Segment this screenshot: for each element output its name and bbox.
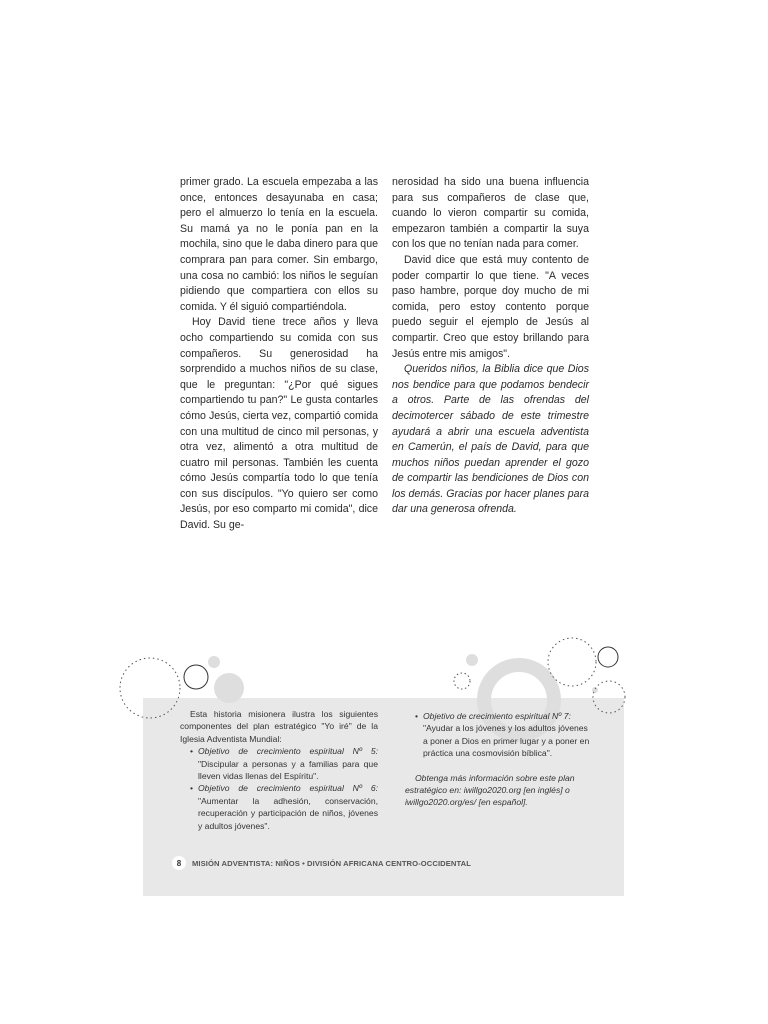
decorative-dot: [208, 656, 220, 668]
objective-list: [180, 745, 378, 832]
objective-item: [180, 782, 378, 832]
objective-item: [405, 710, 590, 760]
objective-text: "Ayudar a los jóvenes y los adultos jóvenes a poner a Dios en primer lugar y a poner en práctica una cosmovisión bíblica".: [423, 723, 590, 759]
decorative-dotted-ring: [548, 638, 596, 686]
page-footer: [172, 856, 471, 870]
page-number: 8: [172, 856, 186, 870]
objective-label: Objetivo de crecimiento espiritual Nº 6:: [198, 783, 378, 794]
objective-list: [405, 710, 590, 760]
decorative-dot: [466, 654, 478, 666]
article-paragraph: primer grado. La escuela empezaba a las once, entonces desayunaba en casa; pero el almuerzo lo tenía en la escuela. Su mamá ya no le ponía pan en la mochila, sino que le daba dinero para que comprara pan para comer. Sin embargo, una cosa no cambió: los niños le seguían pidiendo que compartiera con ellos su comida. Y él siguió compartiéndola.: [180, 176, 378, 313]
decorative-ring: [598, 647, 618, 667]
footer-title: MISIÓN ADVENTISTA: NIÑOS • DIVISIÓN AFRICANA CENTRO-OCCIDENTAL: [192, 858, 471, 868]
article-paragraph: David dice que está muy contento de poder compartir lo que tiene. "A veces paso hambre, porque doy mucho de mi comida, pero estoy contento porque puedo seguir el ejemplo de Jesús al compartir. Creo que estoy brillando para Jesús entre mis amigos".: [392, 253, 589, 360]
info-intro: Esta historia misionera ilustra los siguientes componentes del plan estratégico "Yo iré" de la Iglesia Adventista Mundial:: [180, 709, 378, 744]
objective-item: [180, 745, 378, 782]
info-box-column-left: [180, 708, 378, 832]
decorative-dotted-ring: [454, 673, 470, 689]
bullet: •: [190, 783, 194, 794]
bullet: •: [190, 746, 194, 757]
objective-label: Objetivo de crecimiento espiritual Nº 7:: [423, 711, 571, 721]
info-box-column-right: [405, 710, 590, 809]
objective-text: "Aumentar la adhesión, conservación, recuperación y participación de niños, jóvenes y adultos jóvenes".: [198, 795, 378, 831]
decorative-ring: [184, 665, 208, 689]
article-paragraph: Hoy David tiene trece años y lleva ocho compartiendo su comida con sus compañeros. Su generosidad ha sorprendido a muchos niños de su clase, que le preguntan: "¿Por qué sigues compartiendo tu pan?" Le gusta contarles cómo Jesús, cierta vez, compartió comida con una multitud de cinco mil personas, y otra vez, alimentó a otra multitud de cuatro mil personas. También les cuenta cómo Jesús compartía todo lo que tenía con sus discípulos. "Yo quiero ser como Jesús, por eso comparto mi comida", dice David. Su ge-: [180, 316, 378, 532]
article-column-right: [392, 175, 589, 518]
bullet: •: [415, 711, 419, 721]
objective-text: "Discipular a personas y a familias para que lleven vidas llenas del Espíritu".: [198, 758, 378, 782]
article-column-left: [180, 175, 378, 534]
appeal-paragraph: Queridos niños, la Biblia dice que Dios nos bendice para que podamos bendecir a otros. Parte de las ofrendas del decimotercer sábado de este trimestre ayudará a abrir una escuela adventista en Camerún, el país de David, para que muchos niños puedan aprender el gozo de compartir las bendiciones de Dios con los demás. Gracias por hacer planes para dar una generosa ofrenda.: [392, 363, 589, 516]
article-paragraph: nerosidad ha sido una buena influencia para sus compañeros de clase que, cuando lo vieron compartir su comida, empezaron también a compartir la suya con los que no tenían nada para comer.: [392, 176, 589, 251]
objective-label: Objetivo de crecimiento espiritual Nº 5:: [198, 746, 378, 757]
more-info-note: Obtenga más información sobre este plan estratégico en: iwillgo2020.org [en inglés] o iwillgo2020.org/es/ [en español].: [405, 772, 575, 808]
decorative-dot: [592, 687, 598, 693]
